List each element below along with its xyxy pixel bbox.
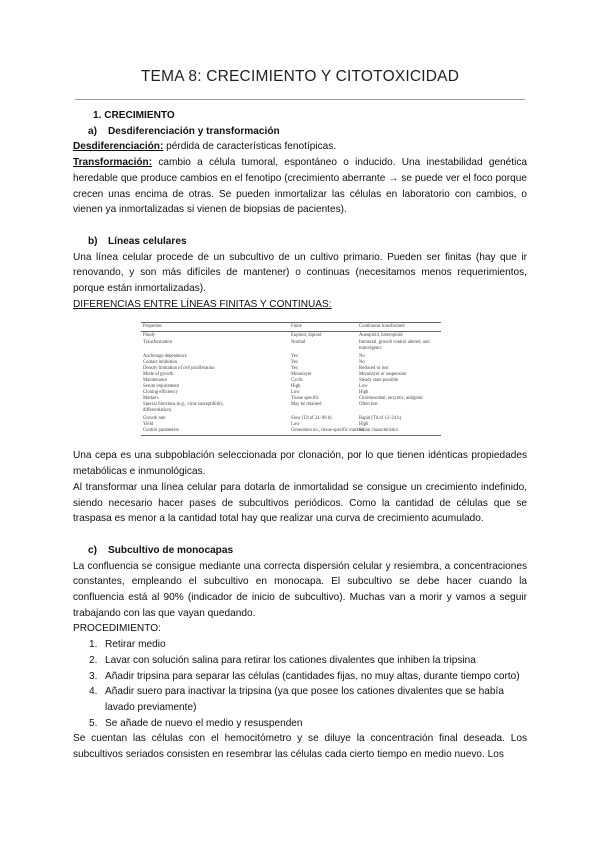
definition-text: pérdida de características fenotípicas. <box>163 141 337 153</box>
table-cell: Chromosomal, enzymic, antigenic <box>359 396 424 402</box>
table-cell: Aneuploid, heteroploid <box>359 333 403 339</box>
table-header-rule <box>141 331 441 332</box>
subsection-title: Subcultivo de monocapas <box>108 544 234 556</box>
table-cell: Serum requirement <box>143 384 180 390</box>
subsection-title: Líneas celulares <box>108 235 187 247</box>
table-cell: Immortal, growth control altered, and tumorigenic <box>359 340 430 352</box>
table-cell: Tissue specific <box>291 396 319 402</box>
list-item <box>73 637 527 653</box>
table-cell: No <box>359 354 365 360</box>
table-cell: Density limitation of cell proliferation <box>143 366 215 372</box>
table-cell: No <box>359 360 365 366</box>
table-cell: Anchorage dependence <box>143 354 187 360</box>
table-cell: Ploidy <box>143 333 156 339</box>
list-item <box>73 684 527 715</box>
table-cell: High <box>291 384 301 390</box>
subsection-heading-b <box>73 234 527 250</box>
table-bottom-rule <box>141 435 441 436</box>
table-cell: Markers <box>143 396 159 402</box>
paragraph-confluencia: La confluencia se consigue mediante una correcta dispersión celular y resiembra, a concentraciones constantes, empleando el subcultivo en monocapa. El subcultivo se debe hacer cuando la confluencia está al 90% (indicador de inicio de subcultivo). Muchas van a morir y vamos a seguir trabajando con las que vayan quedando. <box>73 560 527 619</box>
table-cell: Cyclic <box>291 378 304 384</box>
table-cell: Yes <box>291 366 298 372</box>
table-cell: Maintenance <box>143 378 168 384</box>
step-number: 5. <box>89 717 98 729</box>
term-desdiferenciacion: Desdiferenciación: <box>73 141 164 153</box>
table-cell: High <box>359 422 369 428</box>
paragraph-transformar: Al transformar una línea celular para dotarla de inmortalidad se consigue un crecimiento indefinido, siendo necesario hacer pases de subcultivos periódicos. Como la cantidad de células que se traspasa es menor a la cantidad total hay que realizar una curva de crecimiento acumulado. <box>73 481 527 525</box>
table-cell: Normal <box>291 340 306 346</box>
step-number: 4. <box>89 686 98 698</box>
table-cell: Euploid, diploid <box>291 333 322 339</box>
step-text: Añadir tripsina para separar las células (cantidades fijas, no muy altas, durante tiempo corto) <box>105 670 520 682</box>
paragraph-lineas-celulares: Una línea celular procede de un subcultivo de un cultivo primario. Pueden ser finitas (hay que ir renovando, y son más difíciles de mantener) o continuas (necesitamos menos requerimientos, porque están inmortalizadas). <box>73 251 527 295</box>
subsection-heading-c <box>73 543 527 559</box>
definition-text: cambio a célula tumoral, espontáneo o inducido. Una inestabilidad genética heredable que produce cambios en el fenotipo (crecimiento aberrante → se puede ver el foco porque crecen unas encima de otras. Se pueden inmortalizar las células en laboratorio con cambios, o vienen ya inmortalizadas si vienen de biopsias de pacientes). <box>73 157 527 216</box>
paragraph-transformacion <box>73 155 527 218</box>
table-cell: Control parameters <box>143 428 180 434</box>
table-cell: Generation no., tissue-specific markers <box>291 428 365 434</box>
step-text: Se añade de nuevo el medio y resuspenden <box>105 717 303 729</box>
table-cell: Transformation <box>143 340 172 346</box>
table-cell: Monolayer <box>291 372 312 378</box>
list-item <box>73 653 527 669</box>
table-cell: Cloning efficiency <box>143 390 178 396</box>
paragraph-cepa: Una cepa es una subpoblación seleccionada por clonación, por lo que tienen idénticas propiedades metabólicas e inmunológicas. <box>73 450 527 478</box>
table-cell: Special functions (e.g., virus susceptibility, differentiation) <box>143 402 224 414</box>
table-cell: Low <box>359 384 368 390</box>
step-text: Añadir suero para inactivar la tripsina (ya que posee los cationes divalentes que se había lavado previamente) <box>105 686 504 713</box>
step-number: 3. <box>89 670 98 682</box>
table-cell: Strain characteristics <box>359 428 399 434</box>
table-cell: Growth rate <box>143 416 166 422</box>
subsection-label: b) <box>88 235 98 247</box>
procedure-label: PROCEDIMIENTO: <box>73 623 161 635</box>
table-header-cell: Properties <box>143 324 163 330</box>
step-text: Retirar medio <box>105 639 166 651</box>
comparison-table-image <box>141 322 441 442</box>
table-cell: Contact inhibition <box>143 360 177 366</box>
section-heading-crecimiento: 1. CRECIMIENTO <box>93 110 175 121</box>
subsection-title: Desdiferenciación y transformación <box>108 125 280 137</box>
table-cell: Mode of growth <box>143 372 174 378</box>
table-cell: Rapid (Td of 12–24 h) <box>359 416 402 422</box>
table-cell: Reduced or lost <box>359 366 389 372</box>
step-text: Lavar con solución salina para retirar los cationes divalentes que inhiben la tripsina <box>105 654 476 666</box>
subsection-heading-a <box>73 124 527 140</box>
list-item <box>73 716 527 732</box>
procedure-list <box>73 637 527 731</box>
step-number: 1. <box>89 639 98 651</box>
table-cell: Slow (Td of 24–96 h) <box>291 416 332 422</box>
term-transformacion: Transformación: <box>73 157 153 169</box>
table-cell: Low <box>291 422 300 428</box>
list-item <box>73 669 527 685</box>
page-title: TEMA 8: CRECIMIENTO Y CITOTOXICIDAD <box>140 68 460 85</box>
subsection-label: a) <box>88 125 97 137</box>
table-cell: Steady state possible <box>359 378 399 384</box>
step-number: 2. <box>89 654 98 666</box>
paragraph-desdiferenciacion <box>73 139 527 155</box>
title-divider <box>75 99 525 100</box>
table-cell: Yes <box>291 354 298 360</box>
table-cell: May be retained <box>291 402 322 408</box>
document-body <box>73 108 527 763</box>
table-cell: Monolayer or suspension <box>359 372 407 378</box>
subsection-label: c) <box>88 544 97 556</box>
table-cell: Yield <box>143 422 154 428</box>
table-cell: Often lost <box>359 402 378 408</box>
paragraph-hemocitometro: Se cuentan las células con el hemocitómetro y se diluye la concentración final deseada. Los subcultivos seriados consisten en resembrar las células cada cierto tiempo en medio nuevo. Los <box>73 733 527 761</box>
table-cell: High <box>359 390 369 396</box>
table-header-cell: Continuous transformed <box>359 324 405 330</box>
table-cell: Low <box>291 390 300 396</box>
table-header-cell: Finite <box>291 324 302 330</box>
differences-heading: DIFERENCIAS ENTRE LÍNEAS FINITAS Y CONTINUAS: <box>73 298 332 310</box>
table-cell: Yes <box>291 360 298 366</box>
table-top-rule <box>141 322 441 323</box>
